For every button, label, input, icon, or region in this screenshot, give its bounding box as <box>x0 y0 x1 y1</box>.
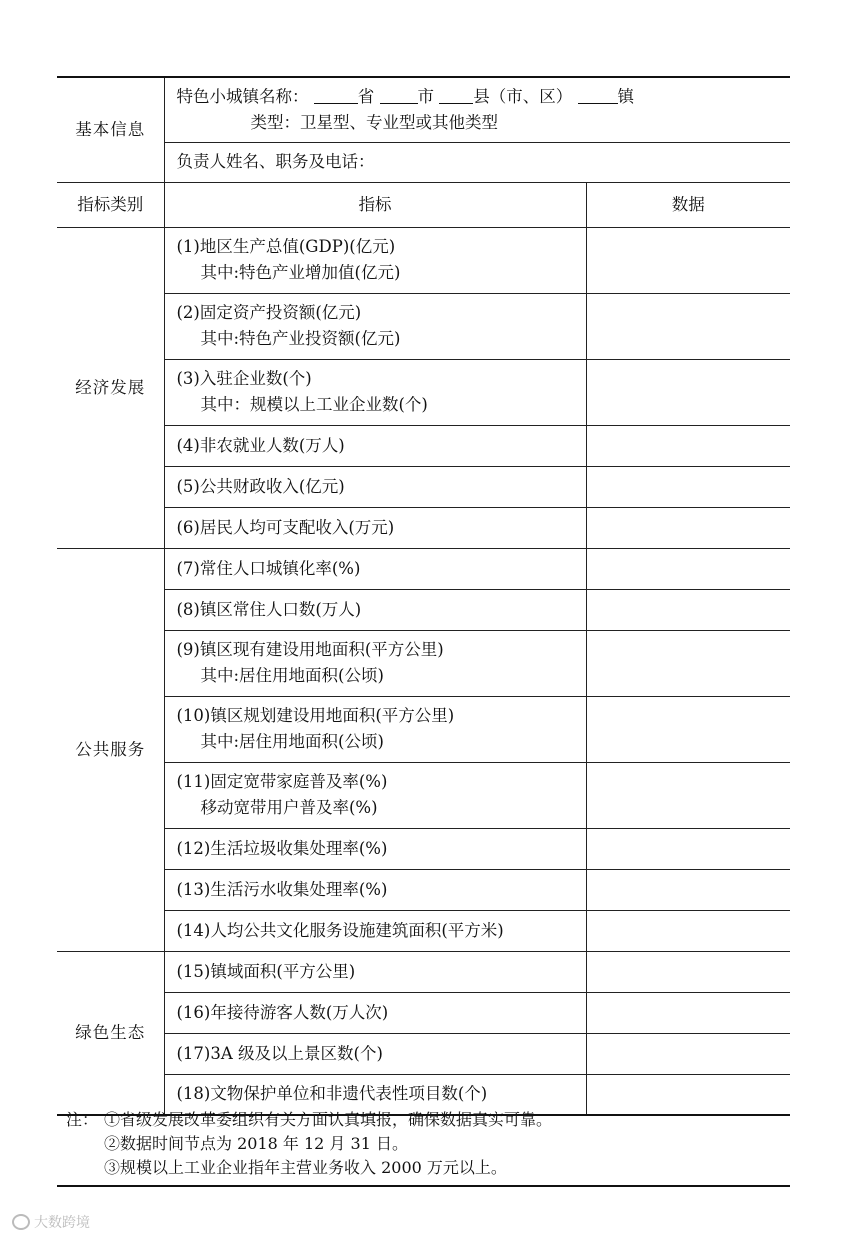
note-text: ①省级发展改革委组织有关方面认真填报，确保数据真实可靠。 <box>104 1110 553 1129</box>
category-cell: 公共服务 <box>57 548 164 951</box>
indicator-cell <box>164 828 586 869</box>
indicator-label: (18)文物保护单位和非遗代表性项目数(个) <box>176 1084 488 1104</box>
indicator-row <box>57 548 790 589</box>
indicator-row <box>57 696 790 762</box>
indicator-cell <box>164 466 586 507</box>
indicator-label: (7)常住人口城镇化率(%) <box>176 558 361 578</box>
province-field[interactable] <box>314 85 358 104</box>
data-cell[interactable] <box>586 951 790 992</box>
indicator-cell <box>164 507 586 548</box>
bottom-rule <box>57 1185 790 1187</box>
city-field[interactable] <box>380 85 418 104</box>
indicator-cell <box>164 548 586 589</box>
data-cell[interactable] <box>586 227 790 293</box>
indicator-row <box>57 869 790 910</box>
indicator-cell <box>164 630 586 696</box>
category-cell: 经济发展 <box>57 227 164 548</box>
note-item <box>66 1108 786 1132</box>
indicator-row <box>57 425 790 466</box>
data-cell[interactable] <box>586 589 790 630</box>
indicator-row <box>57 507 790 548</box>
contact-row <box>57 142 790 182</box>
indicator-cell <box>164 951 586 992</box>
indicator-sublabel: 移动宽带用户普及率(%) <box>200 798 378 817</box>
indicator-label: (5)公共财政收入(亿元) <box>176 476 345 496</box>
indicator-label: (3)入驻企业数(个) <box>176 369 312 388</box>
indicator-label: (15)镇域面积(平方公里) <box>176 961 356 981</box>
town-name-label: 特色小城镇名称： <box>176 86 309 106</box>
indicator-table <box>57 76 790 1116</box>
data-cell[interactable] <box>586 548 790 589</box>
town-field[interactable] <box>578 85 618 104</box>
indicator-row <box>57 466 790 507</box>
data-cell[interactable] <box>586 992 790 1033</box>
data-cell[interactable] <box>586 869 790 910</box>
indicator-sublabel: 其中:居住用地面积(公顷) <box>200 732 384 751</box>
indicator-cell <box>164 1033 586 1074</box>
indicator-cell <box>164 425 586 466</box>
indicator-cell <box>164 992 586 1033</box>
basic-info-category: 基本信息 <box>57 77 164 182</box>
data-cell[interactable] <box>586 507 790 548</box>
indicator-label: (14)人均公共文化服务设施建筑面积(平方米) <box>176 920 504 940</box>
indicator-cell <box>164 227 586 293</box>
indicator-label: (16)年接待游客人数(万人次) <box>176 1002 389 1022</box>
indicator-label: (11)固定宽带家庭普及率(%) <box>176 772 388 791</box>
indicator-label: (1)地区生产总值(GDP)(亿元) <box>176 237 396 256</box>
note-item: ②数据时间节点为 2018 年 12 月 31 日。 <box>104 1134 408 1153</box>
indicator-row <box>57 951 790 992</box>
header-row <box>57 182 790 227</box>
indicator-label: (17)3A 级及以上景区数(个) <box>176 1043 383 1063</box>
data-cell[interactable] <box>586 762 790 828</box>
indicator-sublabel: 其中:居住用地面积(公顷) <box>200 666 384 685</box>
data-cell[interactable] <box>586 630 790 696</box>
indicator-sublabel: 其中:特色产业投资额(亿元) <box>200 329 401 348</box>
data-cell[interactable] <box>586 1033 790 1074</box>
contact-cell[interactable] <box>164 142 790 182</box>
data-cell[interactable] <box>586 828 790 869</box>
indicator-row <box>57 293 790 359</box>
county-label: 县（市、区） <box>473 86 573 106</box>
data-cell[interactable] <box>586 696 790 762</box>
indicator-row <box>57 992 790 1033</box>
watermark <box>12 1212 90 1232</box>
indicator-cell <box>164 589 586 630</box>
data-cell[interactable] <box>586 910 790 951</box>
header-data: 数据 <box>586 182 790 227</box>
notes <box>66 1108 786 1180</box>
indicator-label: (6)居民人均可支配收入(万元) <box>176 517 395 537</box>
watermark-text: 大数跨境 <box>34 1215 90 1231</box>
data-cell[interactable] <box>586 425 790 466</box>
indicator-row <box>57 762 790 828</box>
indicator-label: (13)生活污水收集处理率(%) <box>176 879 388 899</box>
note-item: ③规模以上工业企业指年主营业务收入 2000 万元以上。 <box>104 1158 507 1177</box>
city-label: 市 <box>417 86 434 106</box>
contact-label: 负责人姓名、职务及电话： <box>176 152 375 171</box>
town-type-line: 类型：卫星型、专业型或其他类型 <box>250 112 498 132</box>
data-cell[interactable] <box>586 293 790 359</box>
indicator-row <box>57 589 790 630</box>
indicator-label: (12)生活垃圾收集处理率(%) <box>176 838 388 858</box>
indicator-cell <box>164 910 586 951</box>
province-label: 省 <box>357 86 375 106</box>
indicator-row <box>57 630 790 696</box>
indicator-label: (2)固定资产投资额(亿元) <box>176 303 362 322</box>
town-label: 镇 <box>617 86 634 106</box>
category-cell: 绿色生态 <box>57 951 164 1115</box>
indicator-cell <box>164 696 586 762</box>
indicator-row <box>57 828 790 869</box>
indicator-row <box>57 227 790 293</box>
indicator-row <box>57 359 790 425</box>
indicator-cell <box>164 869 586 910</box>
indicator-sublabel: 其中：规模以上工业企业数(个) <box>200 395 428 414</box>
indicator-label: (4)非农就业人数(万人) <box>176 435 345 455</box>
indicator-sublabel: 其中:特色产业增加值(亿元) <box>200 263 401 282</box>
header-indicator: 指标 <box>164 182 586 227</box>
town-name-cell <box>164 77 790 142</box>
indicator-cell <box>164 293 586 359</box>
header-category: 指标类别 <box>57 182 164 227</box>
county-field[interactable] <box>439 85 473 104</box>
indicator-cell <box>164 762 586 828</box>
indicator-label: (10)镇区规划建设用地面积(平方公里) <box>176 706 455 725</box>
indicator-label: (8)镇区常住人口数(万人) <box>176 599 362 619</box>
town-name-line <box>165 84 791 110</box>
indicator-label: (9)镇区现有建设用地面积(平方公里) <box>176 640 444 659</box>
data-cell[interactable] <box>586 359 790 425</box>
watermark-logo-icon <box>12 1214 30 1230</box>
notes-label: 注： <box>66 1110 99 1129</box>
indicator-cell <box>164 359 586 425</box>
basic-info-row <box>57 77 790 142</box>
indicator-row <box>57 1033 790 1074</box>
indicator-row <box>57 910 790 951</box>
data-cell[interactable] <box>586 466 790 507</box>
